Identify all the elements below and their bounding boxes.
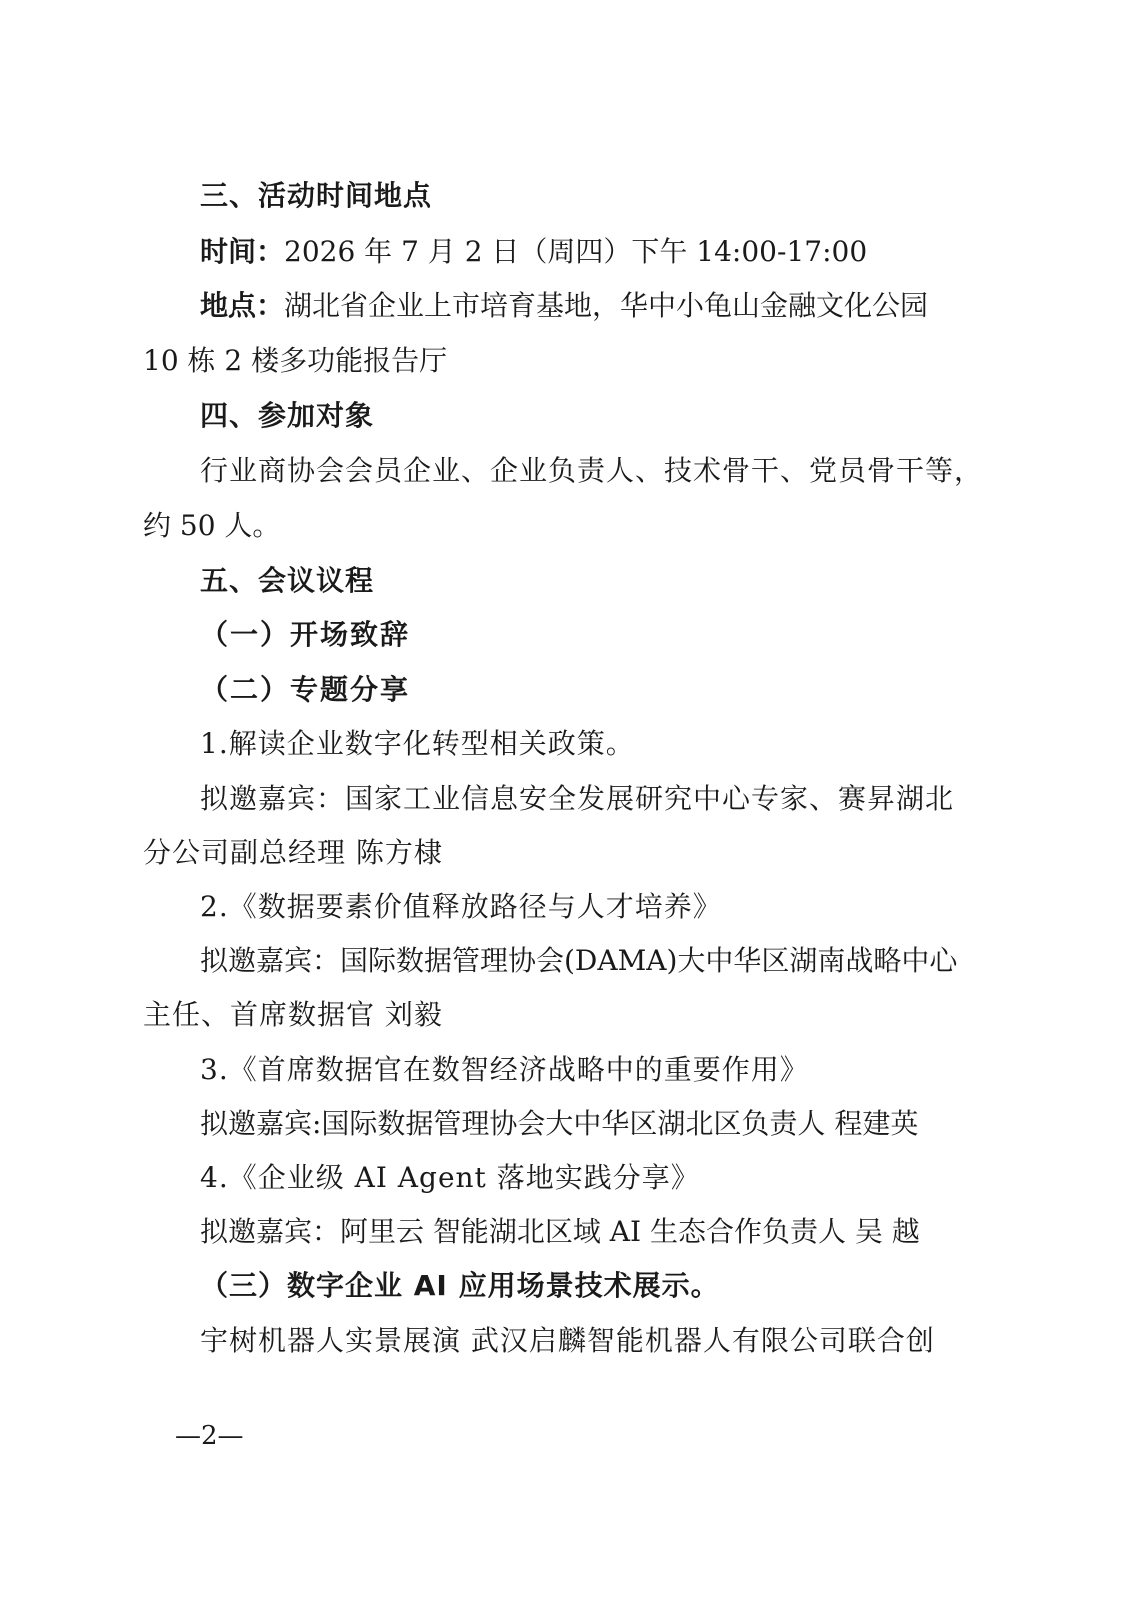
item-1-guest-line-1: 拟邀嘉宾：国家工业信息安全发展研究中心专家、赛昇湖北 — [200, 782, 955, 815]
time-value: 2026 年 7 月 2 日（周四）下午 14:00-17:00 — [284, 235, 868, 268]
subsection-3-body: 宇树机器人实景展演 武汉启麟智能机器人有限公司联合创 — [200, 1324, 935, 1357]
item-2-title: 2.《数据要素价值释放路径与人才培养》 — [200, 890, 722, 923]
item-2-guest-line-2: 主任、首席数据官 刘毅 — [143, 998, 443, 1031]
item-3-title: 3.《首席数据官在数智经济战略中的重要作用》 — [200, 1053, 809, 1086]
item-1-title: 1.解读企业数字化转型相关政策。 — [200, 727, 635, 760]
location-value: 湖北省企业上市培育基地，华中小龟山金融文化公园 — [284, 289, 929, 322]
location-line-1 — [200, 286, 960, 326]
section-4-body-line-1: 行业商协会会员企业、企业负责人、技术骨干、党员骨干等， — [200, 454, 984, 487]
item-2-guest-line-1: 拟邀嘉宾：国际数据管理协会(DAMA)大中华区湖南战略中心 — [200, 944, 958, 977]
item-4-guest: 拟邀嘉宾：阿里云 智能湖北区域 AI 生态合作负责人 吴 越 — [200, 1215, 920, 1248]
section-4-body-line-2: 约 50 人。 — [143, 509, 281, 542]
subsection-1-heading: （一）开场致辞 — [200, 618, 411, 651]
section-4-heading: 四、参加对象 — [200, 399, 375, 432]
section-5-heading: 五、会议议程 — [200, 564, 375, 597]
subsection-3-heading: （三）数字企业 AI 应用场景技术展示。 — [200, 1269, 720, 1302]
item-1-guest-line-2: 分公司副总经理 陈方棣 — [143, 836, 443, 869]
page-number: —2— — [175, 1421, 244, 1451]
time-line — [200, 232, 1040, 272]
time-label: 时间： — [200, 235, 285, 268]
section-3-heading: 三、活动时间地点 — [200, 179, 433, 212]
subsection-2-heading: （二）专题分享 — [200, 673, 411, 706]
item-4-title: 4.《企业级 AI Agent 落地实践分享》 — [200, 1161, 700, 1194]
location-line-2: 10 栋 2 楼多功能报告厅 — [143, 344, 448, 377]
location-label: 地点： — [200, 289, 285, 322]
item-3-guest: 拟邀嘉宾:国际数据管理协会大中华区湖北区负责人 程建英 — [200, 1107, 919, 1140]
